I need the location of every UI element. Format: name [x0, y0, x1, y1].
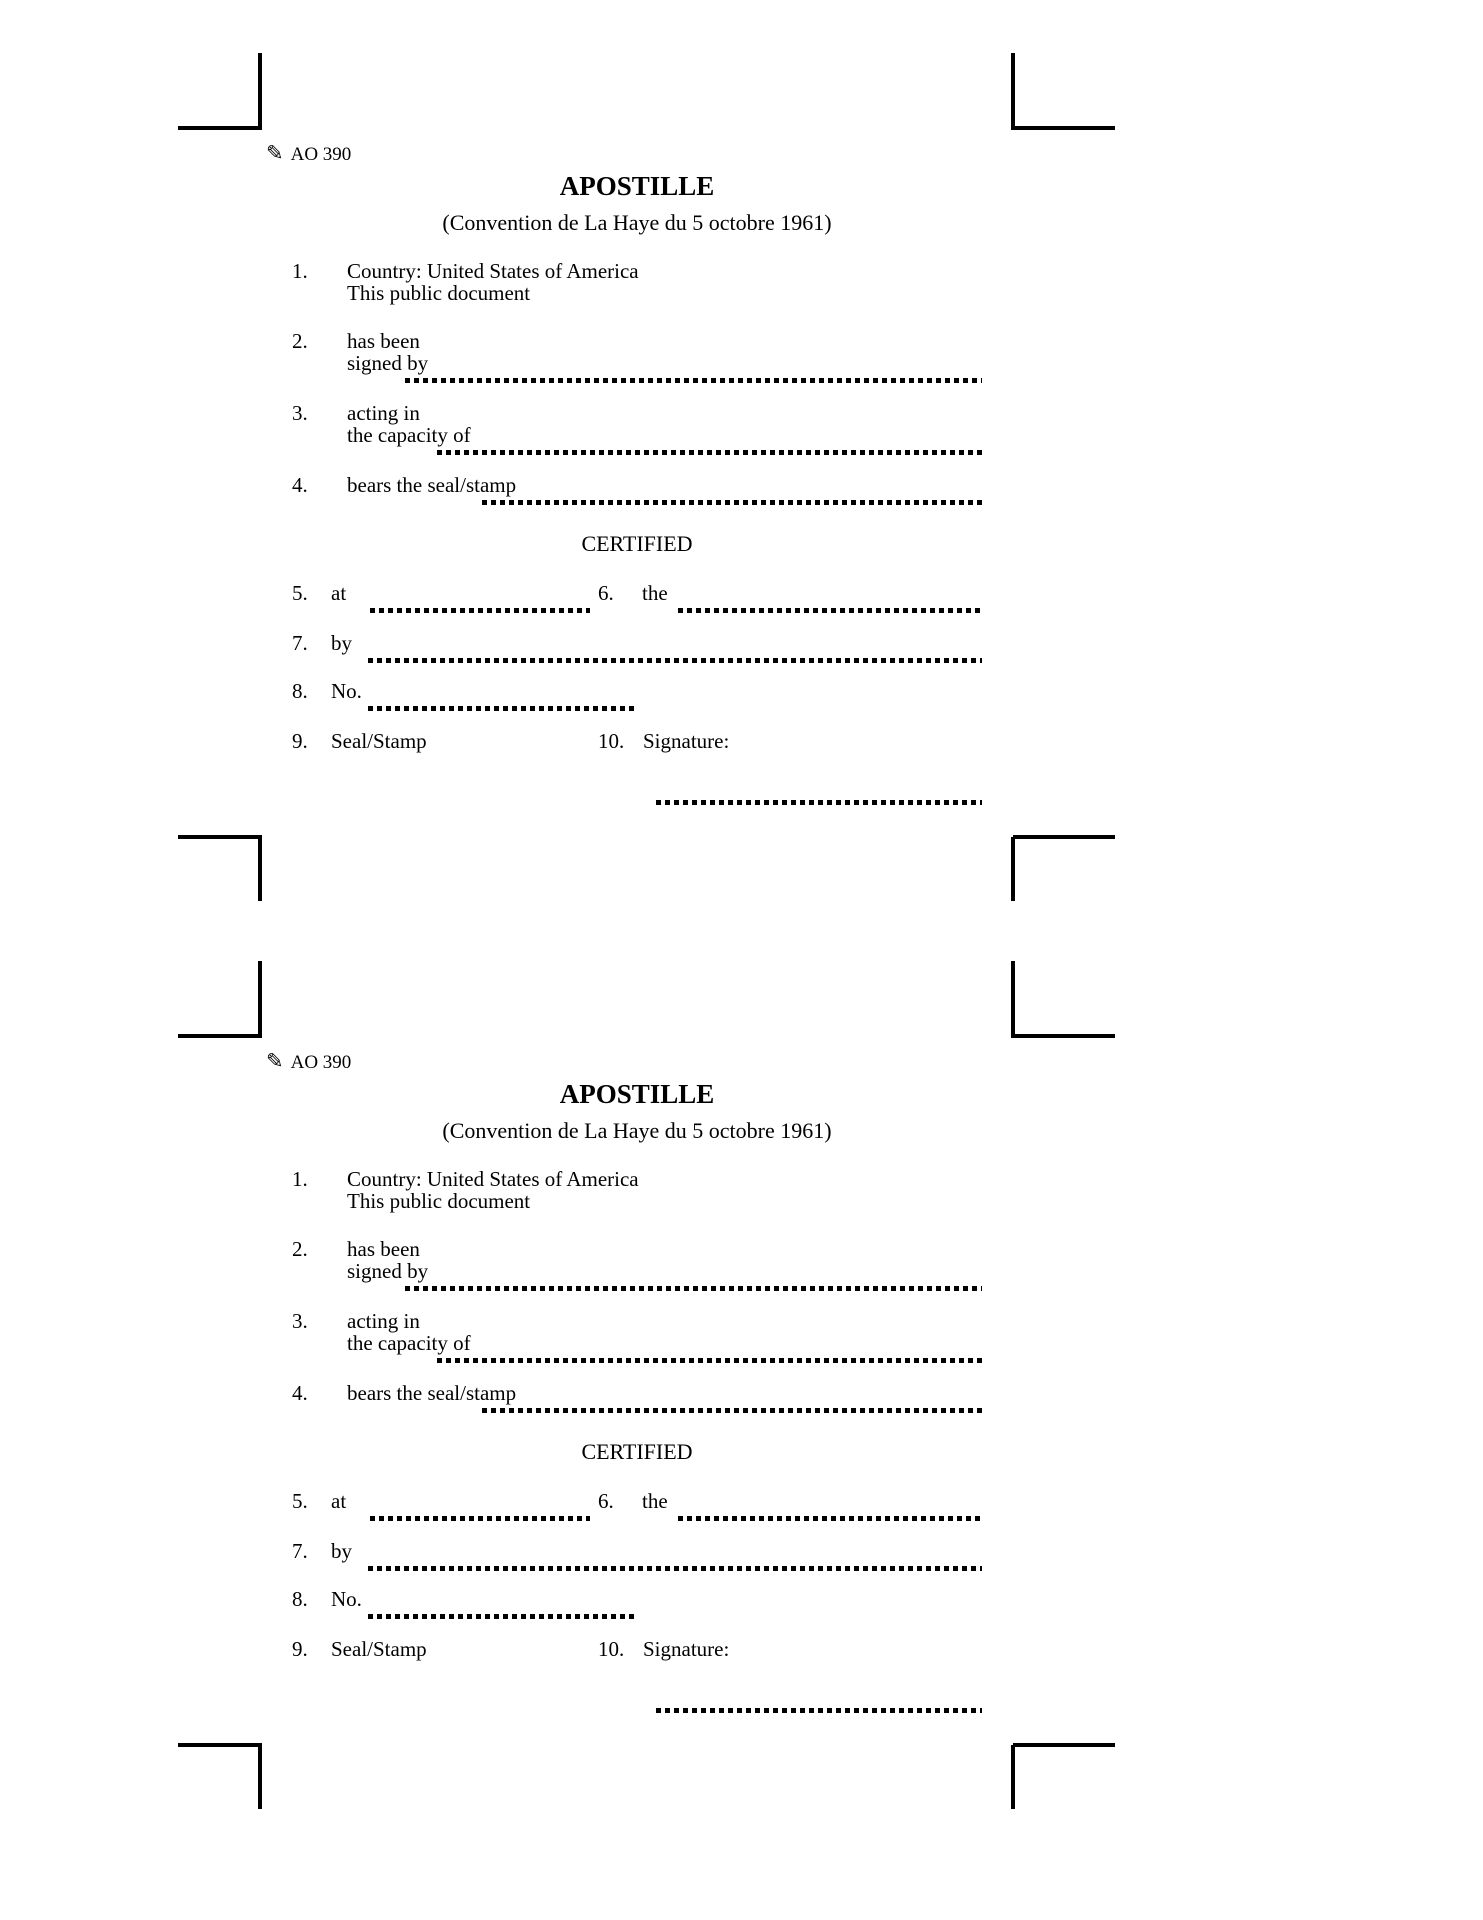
item-number: 3.	[292, 401, 308, 425]
item-number: 8.	[292, 1587, 308, 1611]
seal-fill-line	[482, 1408, 982, 1413]
the-label: the	[642, 1489, 668, 1513]
item-number: 2.	[292, 1237, 308, 1261]
certified-heading: CERTIFIED	[581, 1439, 693, 1464]
signature-label: Signature:	[643, 729, 730, 753]
capacity-fill-line	[437, 1358, 982, 1363]
country-label: Country: United States of America	[347, 259, 639, 283]
crop-mark-bottom-left-horizontal	[178, 835, 262, 839]
crop-mark-top-left-horizontal	[178, 126, 262, 130]
crop-mark-bottom-right-vertical	[1011, 1745, 1015, 1809]
form-number-label: AO 390	[290, 144, 352, 165]
signed-by-fill-line	[405, 378, 982, 383]
pencil-icon: ✎	[266, 141, 284, 165]
form-title: APOSTILLE	[559, 171, 715, 201]
item-number: 9.	[292, 729, 308, 753]
capacity-fill-line	[437, 450, 982, 455]
item-number: 5.	[292, 581, 308, 605]
bears-seal-label: bears the seal/stamp	[347, 1381, 517, 1405]
apostille-form-2	[0, 908, 1483, 1816]
capacity-of-label: the capacity of	[347, 1331, 471, 1355]
at-fill-line	[370, 1516, 590, 1521]
crop-mark-bottom-left-vertical	[258, 1745, 262, 1809]
crop-mark-top-right-vertical	[1011, 961, 1015, 1038]
item-number: 6.	[598, 581, 614, 605]
item-number: 4.	[292, 473, 308, 497]
signed-by-label: signed by	[347, 1259, 429, 1283]
by-fill-line	[368, 1566, 982, 1571]
item-number: 7.	[292, 1539, 308, 1563]
item-number: 7.	[292, 631, 308, 655]
item-number: 6.	[598, 1489, 614, 1513]
form-title: APOSTILLE	[559, 1079, 715, 1109]
has-been-label: has been	[347, 1237, 420, 1261]
form-subtitle: (Convention de La Haye du 5 octobre 1961)	[442, 210, 832, 235]
crop-mark-top-right-horizontal	[1013, 126, 1115, 130]
crop-mark-bottom-right-horizontal	[1013, 1743, 1115, 1747]
no-fill-line	[368, 706, 638, 711]
acting-in-label: acting in	[347, 401, 420, 425]
signed-by-label: signed by	[347, 351, 429, 375]
item-number: 1.	[292, 1167, 308, 1191]
at-label: at	[331, 581, 347, 605]
public-document-label: This public document	[347, 281, 531, 305]
seal-stamp-label: Seal/Stamp	[331, 729, 427, 753]
the-fill-line	[678, 1516, 982, 1521]
item-number: 2.	[292, 329, 308, 353]
item-number: 9.	[292, 1637, 308, 1661]
form-number-label: AO 390	[290, 1052, 352, 1073]
item-number: 4.	[292, 1381, 308, 1405]
by-label: by	[331, 631, 352, 655]
item-number: 10.	[598, 729, 625, 753]
capacity-of-label: the capacity of	[347, 423, 471, 447]
item-number: 8.	[292, 679, 308, 703]
crop-mark-top-left-vertical	[258, 961, 262, 1038]
signed-by-fill-line	[405, 1286, 982, 1291]
no-label: No.	[331, 1587, 362, 1611]
crop-mark-top-right-horizontal	[1013, 1034, 1115, 1038]
has-been-label: has been	[347, 329, 420, 353]
form-subtitle: (Convention de La Haye du 5 octobre 1961)	[442, 1118, 832, 1143]
the-fill-line	[678, 608, 982, 613]
apostille-form-1	[0, 0, 1483, 908]
by-label: by	[331, 1539, 352, 1563]
crop-mark-top-left-horizontal	[178, 1034, 262, 1038]
signature-fill-line	[656, 1708, 982, 1713]
item-number: 10.	[598, 1637, 625, 1661]
item-number: 1.	[292, 259, 308, 283]
crop-mark-top-right-vertical	[1011, 53, 1015, 130]
crop-mark-bottom-right-vertical	[1011, 837, 1015, 901]
country-label: Country: United States of America	[347, 1167, 639, 1191]
crop-mark-bottom-left-vertical	[258, 837, 262, 901]
crop-mark-top-left-vertical	[258, 53, 262, 130]
no-label: No.	[331, 679, 362, 703]
acting-in-label: acting in	[347, 1309, 420, 1333]
the-label: the	[642, 581, 668, 605]
seal-fill-line	[482, 500, 982, 505]
public-document-label: This public document	[347, 1189, 531, 1213]
item-number: 3.	[292, 1309, 308, 1333]
crop-mark-bottom-left-horizontal	[178, 1743, 262, 1747]
no-fill-line	[368, 1614, 638, 1619]
bears-seal-label: bears the seal/stamp	[347, 473, 517, 497]
item-number: 5.	[292, 1489, 308, 1513]
by-fill-line	[368, 658, 982, 663]
crop-mark-bottom-right-horizontal	[1013, 835, 1115, 839]
seal-stamp-label: Seal/Stamp	[331, 1637, 427, 1661]
signature-label: Signature:	[643, 1637, 730, 1661]
at-fill-line	[370, 608, 590, 613]
pencil-icon: ✎	[266, 1049, 284, 1073]
at-label: at	[331, 1489, 347, 1513]
form-number-row	[266, 141, 351, 166]
certified-heading: CERTIFIED	[581, 531, 693, 556]
signature-fill-line	[656, 800, 982, 805]
form-number-row	[266, 1049, 351, 1074]
